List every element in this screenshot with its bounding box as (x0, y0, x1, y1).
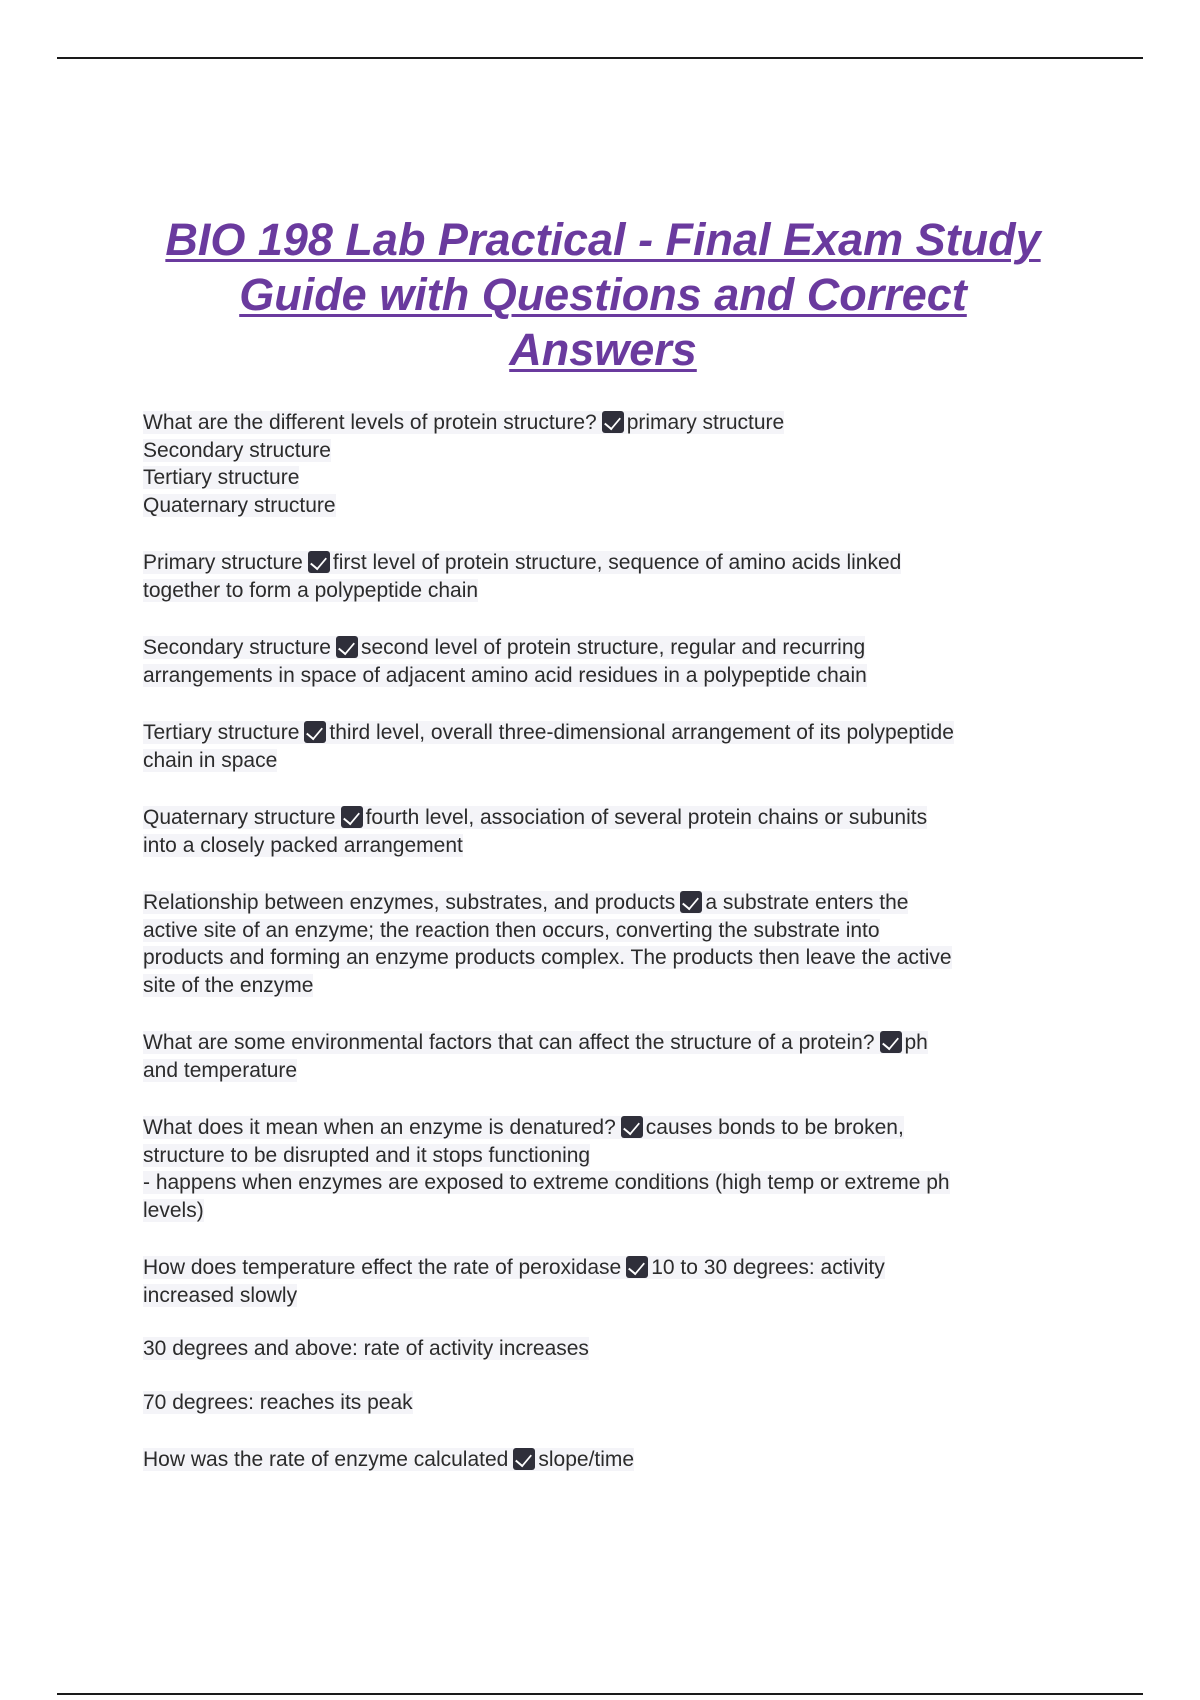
qa-item (143, 549, 1073, 604)
question-text: Quaternary structure (143, 806, 336, 829)
question-text: Tertiary structure (143, 721, 300, 744)
answer-text: a substrate enters the (705, 891, 909, 914)
qa-item (143, 1029, 1073, 1084)
bottom-rule (57, 1693, 1143, 1695)
qa-item (143, 1114, 1073, 1224)
answer-text: Secondary structure (143, 438, 331, 462)
qa-content (143, 409, 1073, 1474)
qa-item (143, 804, 1073, 859)
answer-text: - happens when enzymes are exposed to extreme conditions (high temp or extreme ph (143, 1171, 950, 1194)
answer-text: increased slowly (143, 1283, 298, 1307)
answer-text: Quaternary structure (143, 493, 336, 517)
page-title: BIO 198 Lab Practical - Final Exam Study Guide with Questions and Correct Answers (165, 214, 1041, 375)
answer-text: site of the enzyme (143, 973, 314, 997)
answer-text: chain in space (143, 748, 278, 772)
answer-text: 70 degrees: reaches its peak (143, 1390, 413, 1414)
answer-text: 10 to 30 degrees: activity (651, 1256, 885, 1279)
checkmark-icon (621, 1116, 643, 1138)
question-text: How does temperature effect the rate of peroxidase (143, 1256, 622, 1279)
qa-item (143, 1446, 1073, 1474)
answer-text: products and forming an enzyme products complex. The products then leave the active (143, 946, 952, 969)
top-rule (57, 57, 1143, 59)
answer-text: levels) (143, 1198, 204, 1222)
answer-text: third level, overall three-dimensional arrangement of its polypeptide (329, 721, 954, 744)
checkmark-icon (680, 891, 702, 913)
qa-item (143, 634, 1073, 689)
question-text: Relationship between enzymes, substrates, and products (143, 891, 676, 914)
question-text: How was the rate of enzyme calculated (143, 1448, 509, 1471)
answer-text: fourth level, association of several protein chains or subunits (365, 806, 928, 829)
question-text: What are some environmental factors that can affect the structure of a protein? (143, 1031, 875, 1054)
question-text: What does it mean when an enzyme is denatured? (143, 1116, 616, 1139)
checkmark-icon (880, 1031, 902, 1053)
qa-item (143, 719, 1073, 774)
question-text: Secondary structure (143, 636, 331, 659)
answer-text: ph (904, 1031, 928, 1054)
question-text: Primary structure (143, 551, 303, 574)
qa-item (143, 409, 1073, 519)
answer-text: second level of protein structure, regular and recurring (360, 636, 866, 659)
qa-item (143, 889, 1073, 999)
checkmark-icon (336, 636, 358, 658)
answer-text: primary structure (626, 411, 785, 434)
answer-text: structure to be disrupted and it stops functioning (143, 1143, 591, 1167)
answer-text: into a closely packed arrangement (143, 833, 463, 857)
answer-text: Tertiary structure (143, 466, 300, 489)
answer-text: causes bonds to be broken, (645, 1116, 904, 1139)
checkmark-icon (602, 411, 624, 433)
checkmark-icon (513, 1448, 535, 1470)
qa-item (143, 1254, 1073, 1416)
answer-text: first level of protein structure, sequence of amino acids linked (332, 551, 902, 574)
question-text: What are the different levels of protein structure? (143, 411, 597, 434)
answer-text: arrangements in space of adjacent amino acid residues in a polypeptide chain (143, 663, 867, 687)
checkmark-icon (626, 1256, 648, 1278)
answer-text: slope/time (538, 1448, 635, 1471)
answer-text: 30 degrees and above: rate of activity increases (143, 1337, 589, 1360)
checkmark-icon (304, 721, 326, 743)
checkmark-icon (341, 806, 363, 828)
answer-text: and temperature (143, 1058, 298, 1082)
answer-text: together to form a polypeptide chain (143, 578, 479, 602)
answer-text: active site of an enzyme; the reaction then occurs, converting the substrate into (143, 918, 880, 942)
checkmark-icon (308, 551, 330, 573)
